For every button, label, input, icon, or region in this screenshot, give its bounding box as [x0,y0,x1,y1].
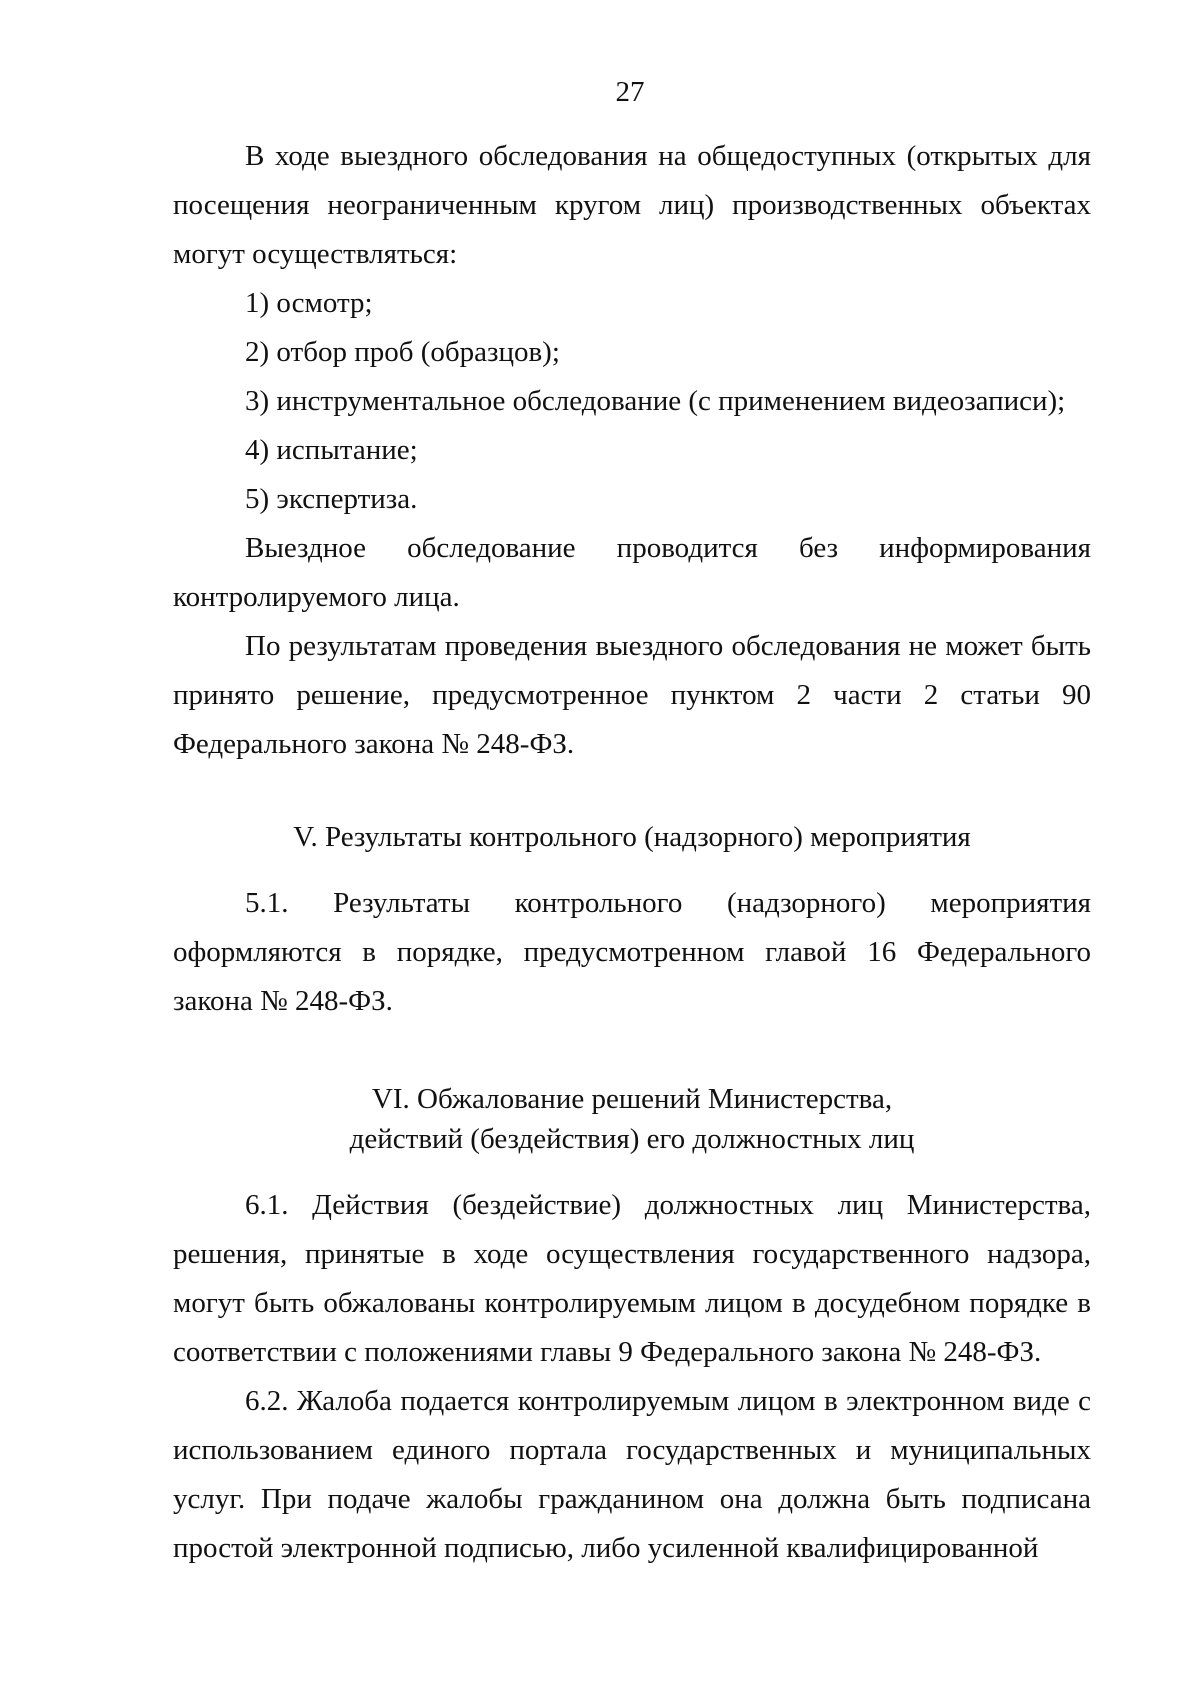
section-vi-heading-line2: действий (бездействия) его должностных лиц [349,1123,915,1155]
paragraph-field-inspection-intro: В ходе выездного обследования на общедоступных (открытых для посещения неограниченным кругом лиц) производственных объектах могут осуществляться: [173,140,1091,270]
list-item: 4) испытание; [245,434,418,466]
section-vi-heading-line1: VI. Обжалование решений Министерства, [371,1083,893,1115]
paragraph-6-1: 6.1. Действия (бездействие) должностных лиц Министерства, решения, принятые в ходе осуществления государственного надзора, могут быть обжалованы контролируемым лицом в досудебном порядке в соответствии с положениями главы 9 Федерального закона № 248-ФЗ. [173,1189,1091,1368]
paragraph-5-1: 5.1. Результаты контрольного (надзорного) мероприятия оформляются в порядке, предусмотренном главой 16 Федерального закона № 248-ФЗ. [173,887,1091,1017]
list-item: 1) осмотр; [245,287,373,319]
document-body [173,132,1091,1573]
list-item: 3) инструментальное обследование (с применением видеозаписи); [245,385,1066,417]
inspection-actions-list [173,279,1091,524]
list-item: 2) отбор проб (образцов); [245,336,560,368]
section-vi-heading [173,1079,1091,1159]
section-v-heading: V. Результаты контрольного (надзорного) мероприятия [293,821,971,853]
paragraph-no-notification: Выездное обследование проводится без информирования контролируемого лица. [173,532,1091,613]
list-item: 5) экспертиза. [245,483,418,515]
paragraph-results-restriction: По результатам проведения выездного обследования не может быть принято решение, предусмотренное пунктом 2 части 2 статьи 90 Федерального закона № 248-ФЗ. [173,630,1091,760]
paragraph-6-2: 6.2. Жалоба подается контролируемым лицом в электронном виде с использованием единого портала государственных и муниципальных услуг. При подаче жалобы гражданином она должна быть подписана простой электронной подписью, либо усиленной квалифицированной [173,1385,1091,1564]
page-number: 27 [615,76,645,108]
